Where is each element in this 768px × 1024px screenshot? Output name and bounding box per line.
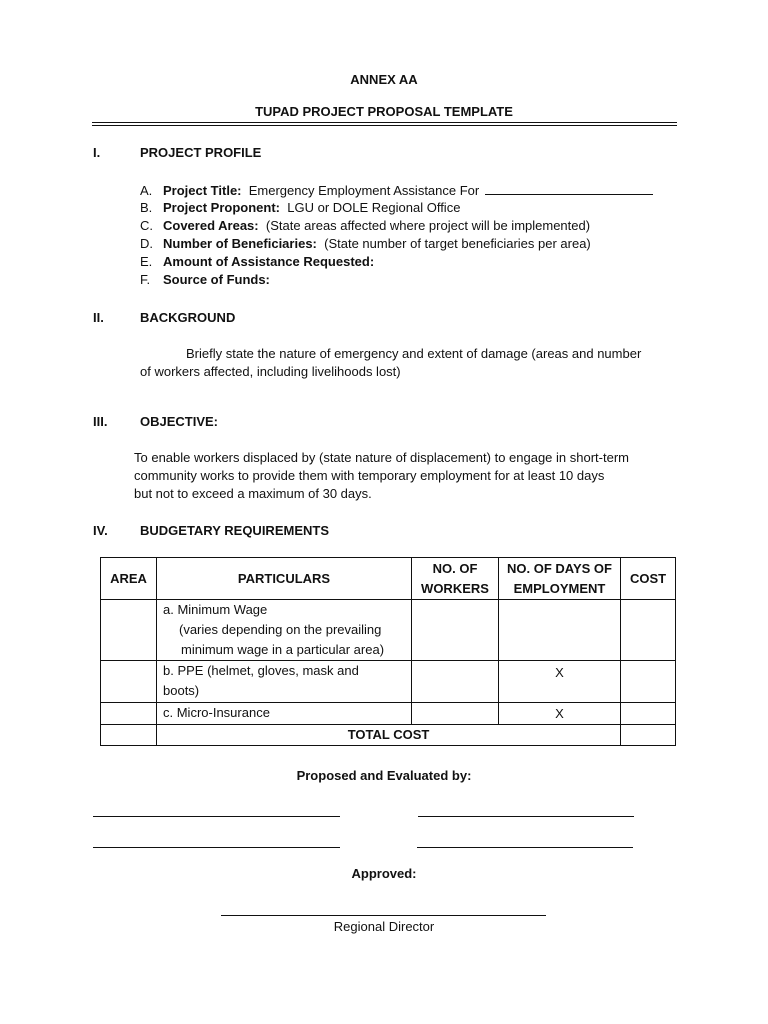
total-cost-label: TOTAL COST [157, 725, 621, 746]
row1-line-2: (varies depending on the prevailing [179, 622, 382, 637]
section-2-title: BACKGROUND [140, 310, 236, 325]
signature-line-right-2[interactable] [417, 847, 633, 848]
header-workers-line-2: WORKERS [421, 580, 489, 596]
item-label: Amount of Assistance Requested: [163, 254, 375, 269]
header-days-line-2: EMPLOYMENT [513, 580, 606, 596]
approved-label: Approved: [351, 866, 417, 881]
row1-line-3: minimum wage in a particular area) [181, 642, 385, 657]
signature-line-left-2[interactable] [93, 847, 340, 848]
budget-table [100, 557, 676, 746]
total-cost-cell[interactable] [621, 725, 676, 746]
signature-line-left-1[interactable] [93, 816, 340, 817]
item-label: Covered Areas: [163, 218, 259, 233]
profile-item-e [140, 254, 374, 269]
header-area: AREA [101, 558, 157, 600]
objective-line-1: To enable workers displaced by (state nature of displacement) to engage in short-term [134, 450, 629, 465]
row2-cost-cell[interactable] [621, 661, 676, 703]
row3-particulars-cell: c. Micro-Insurance [157, 703, 412, 725]
row2-area-cell[interactable] [101, 661, 157, 703]
profile-item-a [140, 182, 653, 198]
profile-item-c [140, 218, 590, 233]
item-text: Emergency Employment Assistance For [248, 183, 480, 198]
item-text: (State number of target beneficiaries per area) [324, 236, 591, 251]
table-header-row [101, 558, 676, 600]
row2-line-2: boots) [163, 683, 200, 698]
row2-days-cell: X [499, 661, 621, 703]
section-2-number: II. [93, 310, 104, 325]
profile-item-b [140, 200, 460, 215]
item-letter: E. [140, 254, 153, 269]
item-label: Project Title: [163, 183, 242, 198]
item-letter: D. [140, 236, 153, 251]
item-label: Number of Beneficiaries: [163, 236, 317, 251]
director-signature-line[interactable] [221, 915, 546, 916]
title-rule-bottom [92, 125, 677, 126]
table-row [101, 703, 676, 725]
annex-label: ANNEX AA [350, 72, 418, 87]
item-label: Project Proponent: [163, 200, 281, 215]
profile-item-f [140, 272, 270, 287]
item-letter: B. [140, 200, 153, 215]
title-rule-top [92, 122, 677, 123]
signature-line-right-1[interactable] [418, 816, 634, 817]
objective-line-3: but not to exceed a maximum of 30 days. [134, 486, 372, 501]
header-cost: COST [621, 558, 676, 600]
table-row [101, 600, 676, 661]
item-letter: A. [140, 183, 153, 198]
regional-director-label: Regional Director [333, 919, 435, 934]
row1-cost-cell[interactable] [621, 600, 676, 661]
document-title: TUPAD PROJECT PROPOSAL TEMPLATE [255, 104, 513, 119]
item-text: (State areas affected where project will be implemented) [265, 218, 591, 233]
table-row [101, 661, 676, 703]
item-letter: C. [140, 218, 153, 233]
header-days [499, 558, 621, 600]
row2-line-1: b. PPE (helmet, gloves, mask and [163, 663, 359, 678]
section-4-title: BUDGETARY REQUIREMENTS [140, 523, 329, 538]
section-3-title: OBJECTIVE: [140, 414, 219, 429]
objective-line-2: community works to provide them with temporary employment for at least 10 days [134, 468, 605, 483]
row1-workers-cell[interactable] [412, 600, 499, 661]
row1-area-cell[interactable] [101, 600, 157, 661]
row3-days-cell: X [499, 703, 621, 725]
background-line-1: Briefly state the nature of emergency and extent of damage (areas and number [186, 346, 642, 361]
section-1-number: I. [93, 145, 101, 160]
table-total-row [101, 725, 676, 746]
section-4-number: IV. [93, 523, 108, 538]
row1-line-1: a. Minimum Wage [163, 602, 268, 617]
row1-days-cell[interactable] [499, 600, 621, 661]
item-label: Source of Funds: [163, 272, 270, 287]
section-3-number: III. [93, 414, 108, 429]
row3-area-cell[interactable] [101, 703, 157, 725]
item-letter: F. [140, 272, 151, 287]
row3-cost-cell[interactable] [621, 703, 676, 725]
header-days-line-1: NO. OF DAYS OF [507, 560, 612, 576]
project-title-blank[interactable] [485, 182, 653, 195]
header-workers [412, 558, 499, 600]
row2-particulars-cell [157, 661, 412, 703]
header-particulars: PARTICULARS [157, 558, 412, 600]
item-text: LGU or DOLE Regional Office [287, 200, 461, 215]
profile-item-d [140, 236, 591, 251]
header-workers-line-1: NO. OF [432, 560, 478, 576]
section-1-title: PROJECT PROFILE [140, 145, 262, 160]
total-empty-cell [101, 725, 157, 746]
row2-workers-cell[interactable] [412, 661, 499, 703]
proposed-evaluated-label: Proposed and Evaluated by: [296, 768, 472, 783]
row3-workers-cell[interactable] [412, 703, 499, 725]
background-line-2: of workers affected, including livelihoods lost) [140, 364, 401, 379]
row1-particulars-cell [157, 600, 412, 661]
